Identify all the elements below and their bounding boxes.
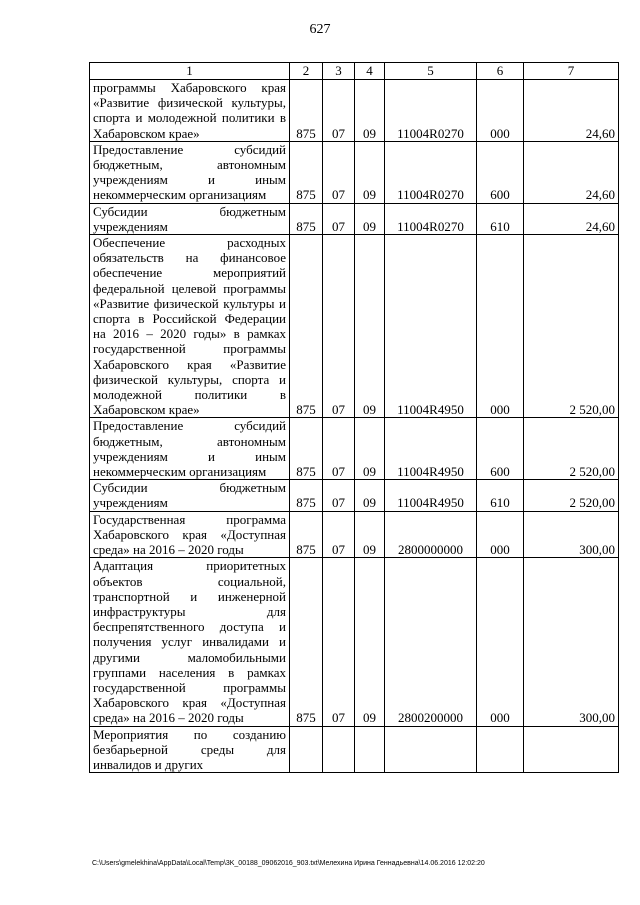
- cell-expense-type: 000: [477, 235, 524, 418]
- table-row: [90, 141, 619, 203]
- cell-ministry-code: 875: [290, 141, 323, 203]
- cell-amount: 2 520,00: [524, 235, 619, 418]
- cell-section: 07: [323, 235, 355, 418]
- cell-amount: [524, 726, 619, 773]
- table-row: [90, 80, 619, 142]
- cell-subsection: 09: [355, 203, 385, 234]
- column-header: 1: [90, 63, 290, 80]
- cell-section: 07: [323, 511, 355, 558]
- column-header: 4: [355, 63, 385, 80]
- column-header-row: [90, 63, 619, 80]
- table-row: [90, 418, 619, 480]
- cell-expense-type: 000: [477, 511, 524, 558]
- cell-expense-type: 000: [477, 80, 524, 142]
- cell-amount: 24,60: [524, 141, 619, 203]
- cell-target-article: 11004R4950: [385, 480, 477, 511]
- column-header: 5: [385, 63, 477, 80]
- row-description: Мероприятия по созданию безбарьерной среды для инвалидов и других: [90, 726, 290, 773]
- cell-ministry-code: 875: [290, 480, 323, 511]
- column-header: 7: [524, 63, 619, 80]
- cell-subsection: 09: [355, 558, 385, 726]
- column-header: 2: [290, 63, 323, 80]
- cell-amount: 2 520,00: [524, 480, 619, 511]
- cell-amount: 300,00: [524, 511, 619, 558]
- cell-expense-type: 600: [477, 418, 524, 480]
- cell-ministry-code: 875: [290, 80, 323, 142]
- cell-expense-type: 610: [477, 203, 524, 234]
- cell-target-article: 2800000000: [385, 511, 477, 558]
- table-row: [90, 203, 619, 234]
- cell-subsection: 09: [355, 235, 385, 418]
- document-footer-path: C:\Users\gmelekhina\AppData\Local\Temp\3K_00188_09062016_903.txt\Мелехина Ирина Геннадьевна\14.06.2016 12:02:20: [92, 860, 485, 867]
- cell-section: 07: [323, 141, 355, 203]
- cell-subsection: [355, 726, 385, 773]
- cell-target-article: [385, 726, 477, 773]
- row-description: Обеспечение расходных обязательств на финансовое обеспечение мероприятий федеральной целевой программы «Развитие физической культуры и спорта в Российской Федерации на 2016 – 2020 годы» в рамках государственной программы Хабаровского края «Развитие физической культуры, спорта и молодежной политики в Хабаровском крае»: [90, 235, 290, 418]
- cell-amount: 2 520,00: [524, 418, 619, 480]
- cell-ministry-code: 875: [290, 511, 323, 558]
- table-row: [90, 558, 619, 726]
- row-description: Государственная программа Хабаровского края «Доступная среда» на 2016 – 2020 годы: [90, 511, 290, 558]
- cell-target-article: 11004R4950: [385, 235, 477, 418]
- cell-subsection: 09: [355, 141, 385, 203]
- cell-ministry-code: [290, 726, 323, 773]
- cell-section: 07: [323, 558, 355, 726]
- cell-ministry-code: 875: [290, 418, 323, 480]
- cell-target-article: 11004R0270: [385, 203, 477, 234]
- cell-expense-type: 600: [477, 141, 524, 203]
- cell-amount: 300,00: [524, 558, 619, 726]
- row-description: Субсидии бюджетным учреждениям: [90, 480, 290, 511]
- cell-expense-type: 610: [477, 480, 524, 511]
- table-row: [90, 235, 619, 418]
- cell-target-article: 11004R0270: [385, 80, 477, 142]
- cell-section: 07: [323, 418, 355, 480]
- row-description: программы Хабаровского края «Развитие физической культуры, спорта и молодежной политики в Хабаровском крае»: [90, 80, 290, 142]
- cell-target-article: 11004R4950: [385, 418, 477, 480]
- column-header: 6: [477, 63, 524, 80]
- row-description: Предоставление субсидий бюджетным, автономным учреждениям и иным некоммерческим организациям: [90, 418, 290, 480]
- row-description: Предоставление субсидий бюджетным, автономным учреждениям и иным некоммерческим организациям: [90, 141, 290, 203]
- cell-expense-type: 000: [477, 558, 524, 726]
- cell-section: 07: [323, 80, 355, 142]
- cell-ministry-code: 875: [290, 203, 323, 234]
- cell-section: 07: [323, 480, 355, 511]
- table-row: [90, 480, 619, 511]
- cell-subsection: 09: [355, 511, 385, 558]
- row-description: Субсидии бюджетным учреждениям: [90, 203, 290, 234]
- table-row: [90, 726, 619, 773]
- cell-section: [323, 726, 355, 773]
- cell-target-article: 11004R0270: [385, 141, 477, 203]
- cell-amount: 24,60: [524, 80, 619, 142]
- cell-target-article: 2800200000: [385, 558, 477, 726]
- cell-subsection: 09: [355, 80, 385, 142]
- column-header: 3: [323, 63, 355, 80]
- cell-amount: 24,60: [524, 203, 619, 234]
- row-description: Адаптация приоритетных объектов социальной, транспортной и инженерной инфраструктуры для беспрепятственного доступа и получения услуг инвалидами и другими маломобильными группами населения в рамках государственной программы Хабаровского края «Доступная среда» на 2016 – 2020 годы: [90, 558, 290, 726]
- page-number: 627: [309, 22, 331, 37]
- cell-ministry-code: 875: [290, 235, 323, 418]
- cell-section: 07: [323, 203, 355, 234]
- budget-table: [89, 62, 619, 773]
- cell-ministry-code: 875: [290, 558, 323, 726]
- cell-subsection: 09: [355, 418, 385, 480]
- cell-expense-type: [477, 726, 524, 773]
- table-row: [90, 511, 619, 558]
- cell-subsection: 09: [355, 480, 385, 511]
